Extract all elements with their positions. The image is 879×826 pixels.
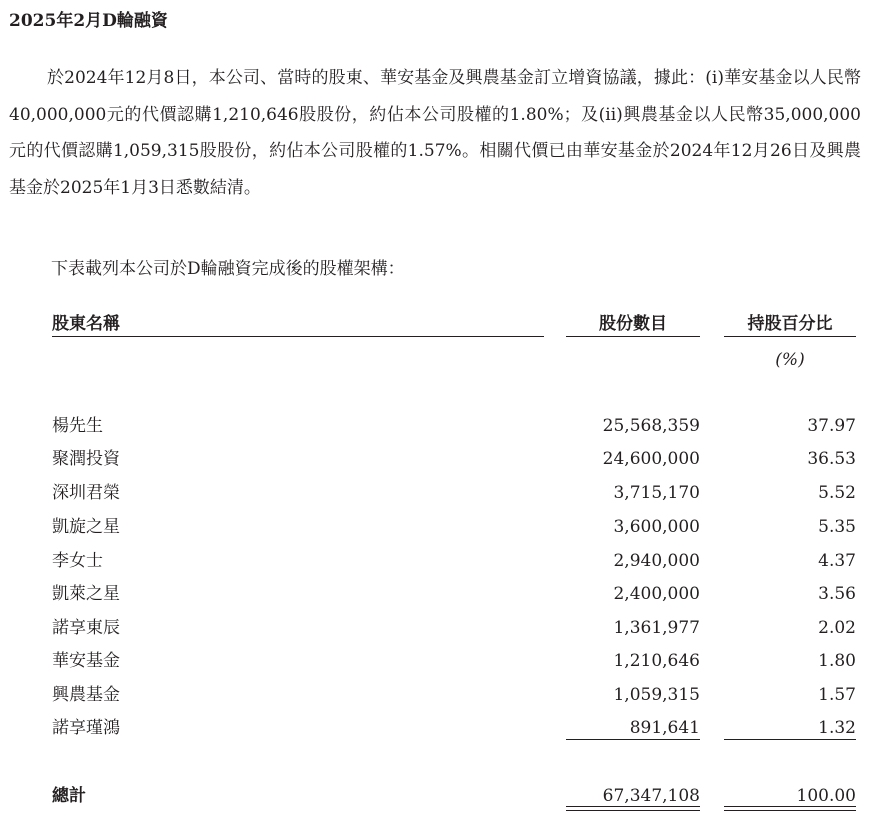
header-shareholding-percentage: 持股百分比 [747, 314, 833, 334]
shareholder-name: 楊先生 [52, 416, 103, 436]
total-double-rule-pct-top [724, 806, 856, 807]
total-double-rule-shares-top [566, 806, 700, 807]
share-percentage: 5.35 [818, 517, 856, 537]
share-percentage: 5.52 [818, 483, 856, 503]
table-row [0, 413, 879, 439]
share-count: 25,568,359 [602, 416, 700, 436]
shareholder-name: 凱萊之星 [52, 584, 120, 604]
table-row [0, 648, 879, 674]
total-label: 總計 [52, 786, 86, 806]
shareholder-name: 深圳君榮 [52, 483, 120, 503]
share-count: 24,600,000 [602, 449, 700, 469]
shareholder-name: 興農基金 [52, 685, 120, 705]
share-percentage: 3.56 [818, 584, 856, 604]
subtotal-rule-pct [724, 739, 856, 740]
table-row [0, 480, 879, 506]
table-row [0, 682, 879, 708]
share-percentage: 36.53 [807, 449, 856, 469]
share-percentage: 1.80 [818, 651, 856, 671]
shareholder-name: 諾享瑾鴻 [52, 718, 120, 738]
header-shareholder-name: 股東名稱 [52, 314, 120, 334]
share-percentage: 2.02 [818, 618, 856, 638]
share-count: 2,940,000 [613, 551, 700, 571]
share-percentage: 37.97 [807, 416, 856, 436]
share-percentage: 1.32 [818, 718, 856, 738]
share-count: 3,600,000 [613, 517, 700, 537]
paragraph-agreement: 於2024年12月8日，本公司、當時的股東、華安基金及興農基金訂立增資協議，據此：(i)華安基金以人民幣40,000,000元的代價認購1,210,646股股份，約佔本公司股權的1.80%；及(ii)興農基金以人民幣35,000,000元的代價認購1,059,315股股份，約佔本公司股權的1.57%。相關代價已由華安基金於2024年12月26日及興農基金於2025年1月3日悉數結清。 [9, 68, 861, 198]
section-heading: 2025年2月D輪融資 [9, 11, 168, 31]
share-count: 1,361,977 [613, 618, 700, 638]
total-double-rule-shares-bottom [566, 810, 700, 811]
table-row [0, 446, 879, 472]
shareholder-name: 諾享東辰 [52, 618, 120, 638]
table-row [0, 581, 879, 607]
share-percentage: 1.57 [818, 685, 856, 705]
paragraph-table-intro: 下表載列本公司於D輪融資完成後的股權架構： [51, 259, 405, 279]
share-count: 891,641 [629, 718, 700, 738]
share-count: 3,715,170 [613, 483, 700, 503]
share-count: 2,400,000 [613, 584, 700, 604]
header-number-of-shares: 股份數目 [599, 314, 667, 334]
table-row [0, 615, 879, 641]
header-rule-name [52, 336, 544, 337]
table-row [0, 715, 879, 741]
shareholder-name: 凱旋之星 [52, 517, 120, 537]
shareholder-name: 華安基金 [52, 651, 120, 671]
total-double-rule-pct-bottom [724, 810, 856, 811]
shareholder-name: 李女士 [52, 551, 103, 571]
header-rule-shares [566, 336, 700, 337]
header-percentage-unit: (%) [775, 350, 805, 370]
total-share-count: 67,347,108 [602, 786, 700, 806]
header-rule-pct [724, 336, 856, 337]
shareholder-name: 聚潤投資 [52, 449, 120, 469]
table-row [0, 514, 879, 540]
subtotal-rule-shares [566, 739, 700, 740]
total-share-percentage: 100.00 [796, 786, 856, 806]
share-count: 1,059,315 [613, 685, 700, 705]
table-row [0, 548, 879, 574]
share-count: 1,210,646 [613, 651, 700, 671]
share-percentage: 4.37 [818, 551, 856, 571]
